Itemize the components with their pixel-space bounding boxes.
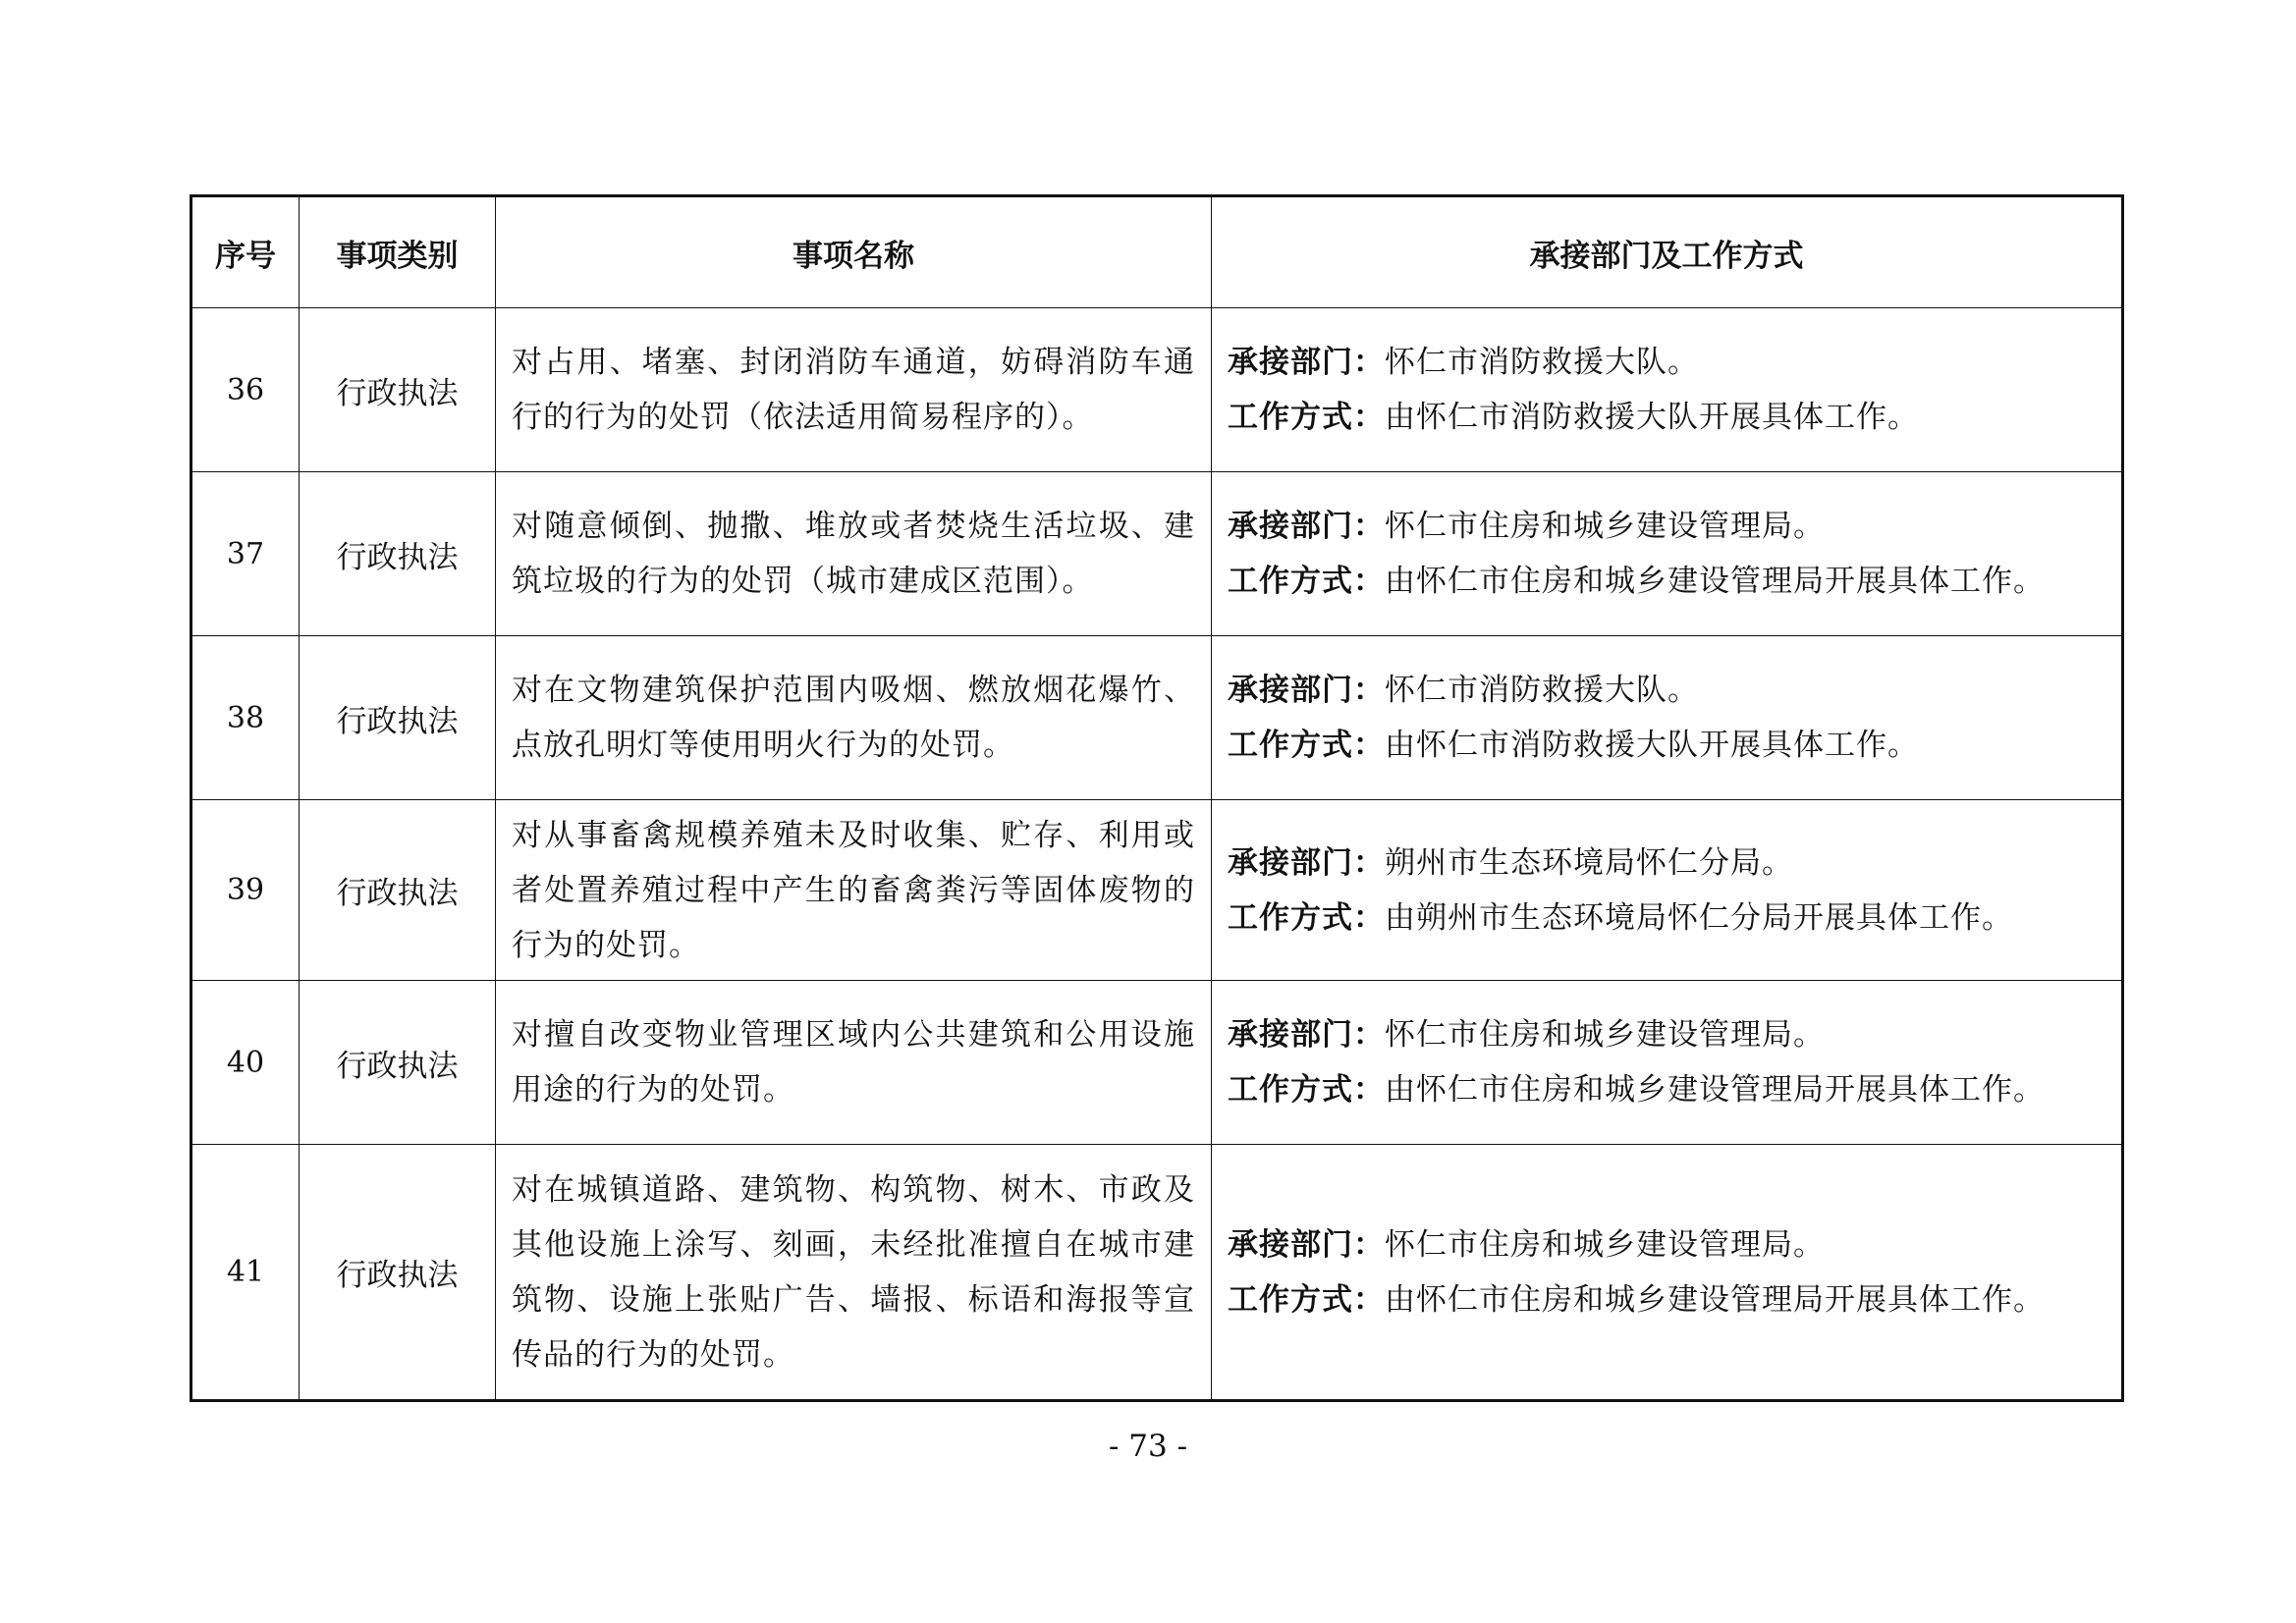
table-row [191, 308, 2123, 472]
dept-label: 承接部门： [1228, 345, 1385, 380]
dept-label: 承接部门： [1228, 1017, 1385, 1053]
method-value: 由朔州市生态环境局怀仁分局开展具体工作。 [1385, 899, 2013, 936]
header-row [191, 196, 2123, 308]
row-no: 38 [191, 636, 300, 800]
dept-value: 怀仁市消防救援大队。 [1385, 345, 1699, 380]
table-row [191, 981, 2123, 1145]
row-name: 对从事畜禽规模养殖未及时收集、贮存、利用或者处置养殖过程中产生的畜禽粪污等固体废物的行为的处罚。 [496, 800, 1212, 981]
page-number: - 73 - [1108, 1429, 1188, 1464]
row-category: 行政执法 [300, 308, 496, 472]
row-name: 对擅自改变物业管理区域内公共建筑和公用设施用途的行为的处罚。 [496, 981, 1212, 1145]
row-dept-cell [1212, 308, 2123, 472]
method-value: 由怀仁市住房和城乡建设管理局开展具体工作。 [1385, 1281, 2045, 1318]
method-value: 由怀仁市消防救援大队开展具体工作。 [1385, 728, 1919, 763]
method-label: 工作方式： [1228, 1072, 1385, 1108]
row-category: 行政执法 [300, 472, 496, 636]
row-name: 对随意倾倒、抛撒、堆放或者焚烧生活垃圾、建筑垃圾的行为的处罚（城市建成区范围）。 [496, 472, 1212, 636]
method-value: 由怀仁市住房和城乡建设管理局开展具体工作。 [1385, 1072, 2045, 1108]
table-row [191, 636, 2123, 800]
method-label: 工作方式： [1228, 564, 1385, 599]
table-row [191, 472, 2123, 636]
method-value: 由怀仁市住房和城乡建设管理局开展具体工作。 [1385, 564, 2045, 599]
row-name: 对占用、堵塞、封闭消防车通道，妨碍消防车通行的行为的处罚（依法适用简易程序的）。 [496, 308, 1212, 472]
row-name: 对在城镇道路、建筑物、构筑物、树木、市政及其他设施上涂写、刻画，未经批准擅自在城市建筑物、设施上张贴广告、墙报、标语和海报等宣传品的行为的处罚。 [496, 1145, 1212, 1401]
row-category: 行政执法 [300, 981, 496, 1145]
row-dept-cell [1212, 800, 2123, 981]
dept-label: 承接部门： [1228, 844, 1385, 881]
header-no: 序号 [191, 196, 300, 308]
row-name: 对在文物建筑保护范围内吸烟、燃放烟花爆竹、点放孔明灯等使用明火行为的处罚。 [496, 636, 1212, 800]
row-dept-cell [1212, 636, 2123, 800]
row-category: 行政执法 [300, 636, 496, 800]
row-category: 行政执法 [300, 1145, 496, 1401]
dept-value: 朔州市生态环境局怀仁分局。 [1385, 844, 1793, 881]
method-label: 工作方式： [1228, 728, 1385, 763]
dept-value: 怀仁市住房和城乡建设管理局。 [1385, 1226, 1825, 1263]
row-no: 36 [191, 308, 300, 472]
table-row [191, 1145, 2123, 1401]
row-dept-cell [1212, 472, 2123, 636]
items-table [190, 194, 2124, 1402]
method-label: 工作方式： [1228, 899, 1385, 936]
dept-label: 承接部门： [1228, 673, 1385, 708]
row-dept-cell [1212, 981, 2123, 1145]
row-no: 40 [191, 981, 300, 1145]
table-row [191, 800, 2123, 981]
header-dept: 承接部门及工作方式 [1212, 196, 2123, 308]
method-label: 工作方式： [1228, 1281, 1385, 1318]
dept-value: 怀仁市住房和城乡建设管理局。 [1385, 509, 1825, 544]
row-category: 行政执法 [300, 800, 496, 981]
row-dept-cell [1212, 1145, 2123, 1401]
row-no: 39 [191, 800, 300, 981]
dept-label: 承接部门： [1228, 1226, 1385, 1263]
dept-value: 怀仁市住房和城乡建设管理局。 [1385, 1017, 1825, 1053]
row-no: 37 [191, 472, 300, 636]
row-no: 41 [191, 1145, 300, 1401]
method-value: 由怀仁市消防救援大队开展具体工作。 [1385, 400, 1919, 435]
header-name: 事项名称 [496, 196, 1212, 308]
header-category: 事项类别 [300, 196, 496, 308]
dept-label: 承接部门： [1228, 509, 1385, 544]
method-label: 工作方式： [1228, 400, 1385, 435]
dept-value: 怀仁市消防救援大队。 [1385, 673, 1699, 708]
